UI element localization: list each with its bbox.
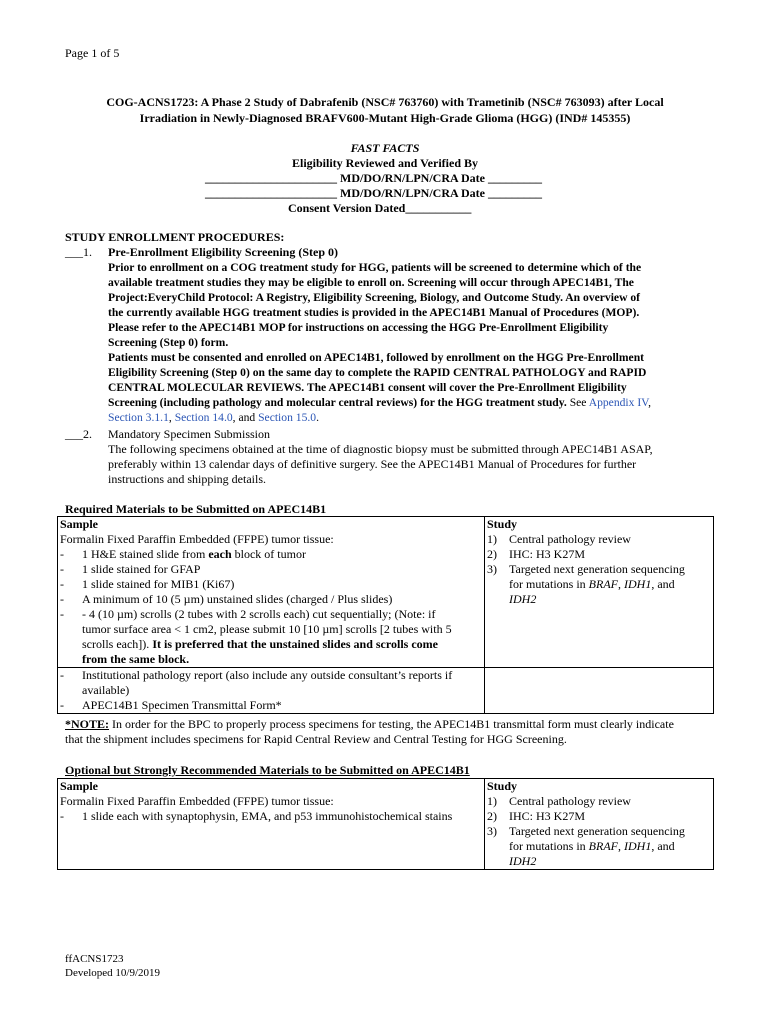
study-item-continued: for mutations in BRAF, IDH1, and	[509, 839, 675, 853]
list-item: - Institutional pathology report (also include any outside consultant’s reports if	[60, 668, 453, 682]
signature-line-2[interactable]: ______________________ MD/DO/RN/LPN/CRA Date _________	[205, 186, 542, 200]
step1-line: CENTRAL MOLECULAR REVIEWS. The APEC14B1 consent will cover the Pre-Enrollment Eligibility	[108, 381, 627, 394]
list-item: - APEC14B1 Specimen Transmittal Form*	[60, 698, 282, 712]
tissue-label: Formalin Fixed Paraffin Embedded (FFPE) tumor tissue:	[60, 794, 334, 808]
sample-column-cell	[58, 517, 485, 668]
note-label: *NOTE:	[65, 717, 110, 731]
study-column-header: Study	[487, 517, 518, 531]
study-item-continued: IDH2	[509, 854, 537, 868]
sample-column-header: Sample	[60, 779, 99, 793]
list-item: - 1 H&E stained slide from each block of tumor	[60, 547, 306, 561]
step1-checkbox[interactable]: ___1.	[65, 245, 92, 259]
study-column-cell	[485, 779, 714, 870]
step2-line: preferably within 13 calendar days of definitive surgery. See the APEC14B1 Manual of Procedures for further	[108, 457, 637, 471]
report-cell	[58, 668, 485, 714]
see-text: See	[566, 396, 589, 409]
study-item: 3) Targeted next generation sequencing	[487, 824, 685, 838]
footer-doc-id: ffACNS1723	[65, 953, 124, 965]
step1-line: Screening (Step 0) form.	[108, 336, 229, 349]
step1-see-line	[108, 395, 651, 410]
step2-checkbox[interactable]: ___2.	[65, 427, 92, 441]
note-line-2: that the shipment includes specimens for Rapid Central Review and Central Testing for HGG Screening.	[65, 732, 567, 746]
and-text: , and	[232, 411, 259, 424]
optional-materials-heading: Optional but Strongly Recommended Materials to be Submitted on APEC14B1	[65, 763, 470, 777]
footer-developed-date: Developed 10/9/2019	[65, 967, 161, 979]
list-item: - 1 slide each with synaptophysin, EMA, and p53 immunohistochemical stains	[60, 809, 453, 823]
link-section-15[interactable]: Section 15.0	[258, 411, 317, 424]
empty-cell	[485, 668, 714, 714]
list-item-continued: available)	[82, 683, 130, 697]
list-item: - - 4 (10 µm) scrolls (2 tubes with 2 scrolls each) cut sequentially; (Note: if	[60, 607, 436, 621]
sample-column-header: Sample	[60, 517, 99, 531]
step1-line: Please refer to the APEC14B1 MOP for instructions on accessing the HGG Pre-Enrollment Eligibility	[108, 321, 609, 334]
step1-last-bold: Screening (including pathology and molecular central reviews) for the HGG treatment study.	[108, 396, 567, 409]
list-item: - 1 slide stained for GFAP	[60, 562, 201, 576]
study-column-header: Study	[487, 779, 518, 793]
consent-version-field[interactable]: Consent Version Dated___________	[288, 201, 472, 215]
link-appendix-iv[interactable]: Appendix IV	[588, 396, 649, 409]
optional-materials-table	[57, 778, 714, 870]
step1-line: Eligibility Screening (Step 0) on the same day to complete the RAPID CENTRAL PATHOLOGY and RAPID	[108, 366, 647, 379]
document-title-line1: COG-ACNS1723: A Phase 2 Study of Dabrafenib (NSC# 763760) with Trametinib (NSC# 763093) after Local	[106, 95, 664, 109]
tissue-label: Formalin Fixed Paraffin Embedded (FFPE) tumor tissue:	[60, 532, 334, 546]
list-item: - 1 slide stained for MIB1 (Ki67)	[60, 577, 235, 591]
list-item-continued: tumor surface area < 1 cm2, please submit 10 [10 µm] scrolls [2 tubes with 5	[82, 622, 452, 636]
study-item: 3) Targeted next generation sequencing	[487, 562, 685, 576]
link-section-3-1-1[interactable]: Section 3.1.1	[108, 411, 169, 424]
enrollment-heading: STUDY ENROLLMENT PROCEDURES:	[65, 230, 285, 244]
list-item-continued: from the same block.	[82, 652, 190, 666]
step1-body	[108, 260, 651, 425]
sample-column-cell	[58, 779, 485, 870]
step1-line: the currently available HGG treatment studies is provided in the APEC14B1 Manual of Procedures (MOP).	[108, 306, 640, 319]
comma: ,	[648, 396, 651, 409]
signature-line-1[interactable]: ______________________ MD/DO/RN/LPN/CRA Date _________	[205, 171, 542, 185]
document-title-line2: Irradiation in Newly-Diagnosed BRAFV600-Mutant High-Grade Glioma (HGG) (IND# 145355)	[139, 111, 631, 125]
fast-facts-heading: FAST FACTS	[350, 141, 420, 155]
list-item-continued: scrolls each]). It is preferred that the unstained slides and scrolls come	[82, 637, 438, 651]
required-materials-heading: Required Materials to be Submitted on APEC14B1	[65, 502, 327, 516]
step2-line: instructions and shipping details.	[108, 472, 266, 486]
eligibility-verified-label: Eligibility Reviewed and Verified By	[291, 156, 478, 170]
study-item: 1) Central pathology review	[487, 532, 631, 546]
study-column-cell	[485, 517, 714, 668]
study-item: 1) Central pathology review	[487, 794, 631, 808]
step1-sections-line	[108, 410, 651, 425]
page-number: Page 1 of 5	[65, 46, 120, 60]
study-item: 2) IHC: H3 K27M	[487, 547, 586, 561]
required-materials-table	[57, 516, 714, 714]
step1-line: Prior to enrollment on a COG treatment study for HGG, patients will be screened to determine which of the	[108, 261, 642, 274]
comma: ,	[168, 411, 172, 424]
step1-title: Pre-Enrollment Eligibility Screening (Step 0)	[108, 245, 338, 259]
step2-body	[108, 442, 653, 487]
step2-title: Mandatory Specimen Submission	[108, 427, 270, 441]
study-item-continued: IDH2	[509, 592, 537, 606]
note-line-1: *NOTE: In order for the BPC to properly process specimens for testing, the APEC14B1 transmittal form must clearly indicate	[65, 717, 674, 731]
period: .	[316, 411, 319, 424]
study-item-continued: for mutations in BRAF, IDH1, and	[509, 577, 675, 591]
step1-line: Patients must be consented and enrolled on APEC14B1, followed by enrollment on the HGG Pre-Enrollment	[108, 351, 645, 364]
step1-line: available treatment studies they may be eligible to enroll on. Screening will occur through APEC14B1, The	[108, 276, 634, 289]
step1-line: Project:EveryChild Protocol: A Registry, Eligibility Screening, Biology, and Outcome Study. An overview of	[108, 291, 641, 304]
link-section-14[interactable]: Section 14.0	[174, 411, 233, 424]
list-item: - A minimum of 10 (5 µm) unstained slides (charged / Plus slides)	[60, 592, 393, 606]
study-item: 2) IHC: H3 K27M	[487, 809, 586, 823]
step2-line: The following specimens obtained at the time of diagnostic biopsy must be submitted through APEC14B1 ASAP,	[108, 442, 653, 456]
